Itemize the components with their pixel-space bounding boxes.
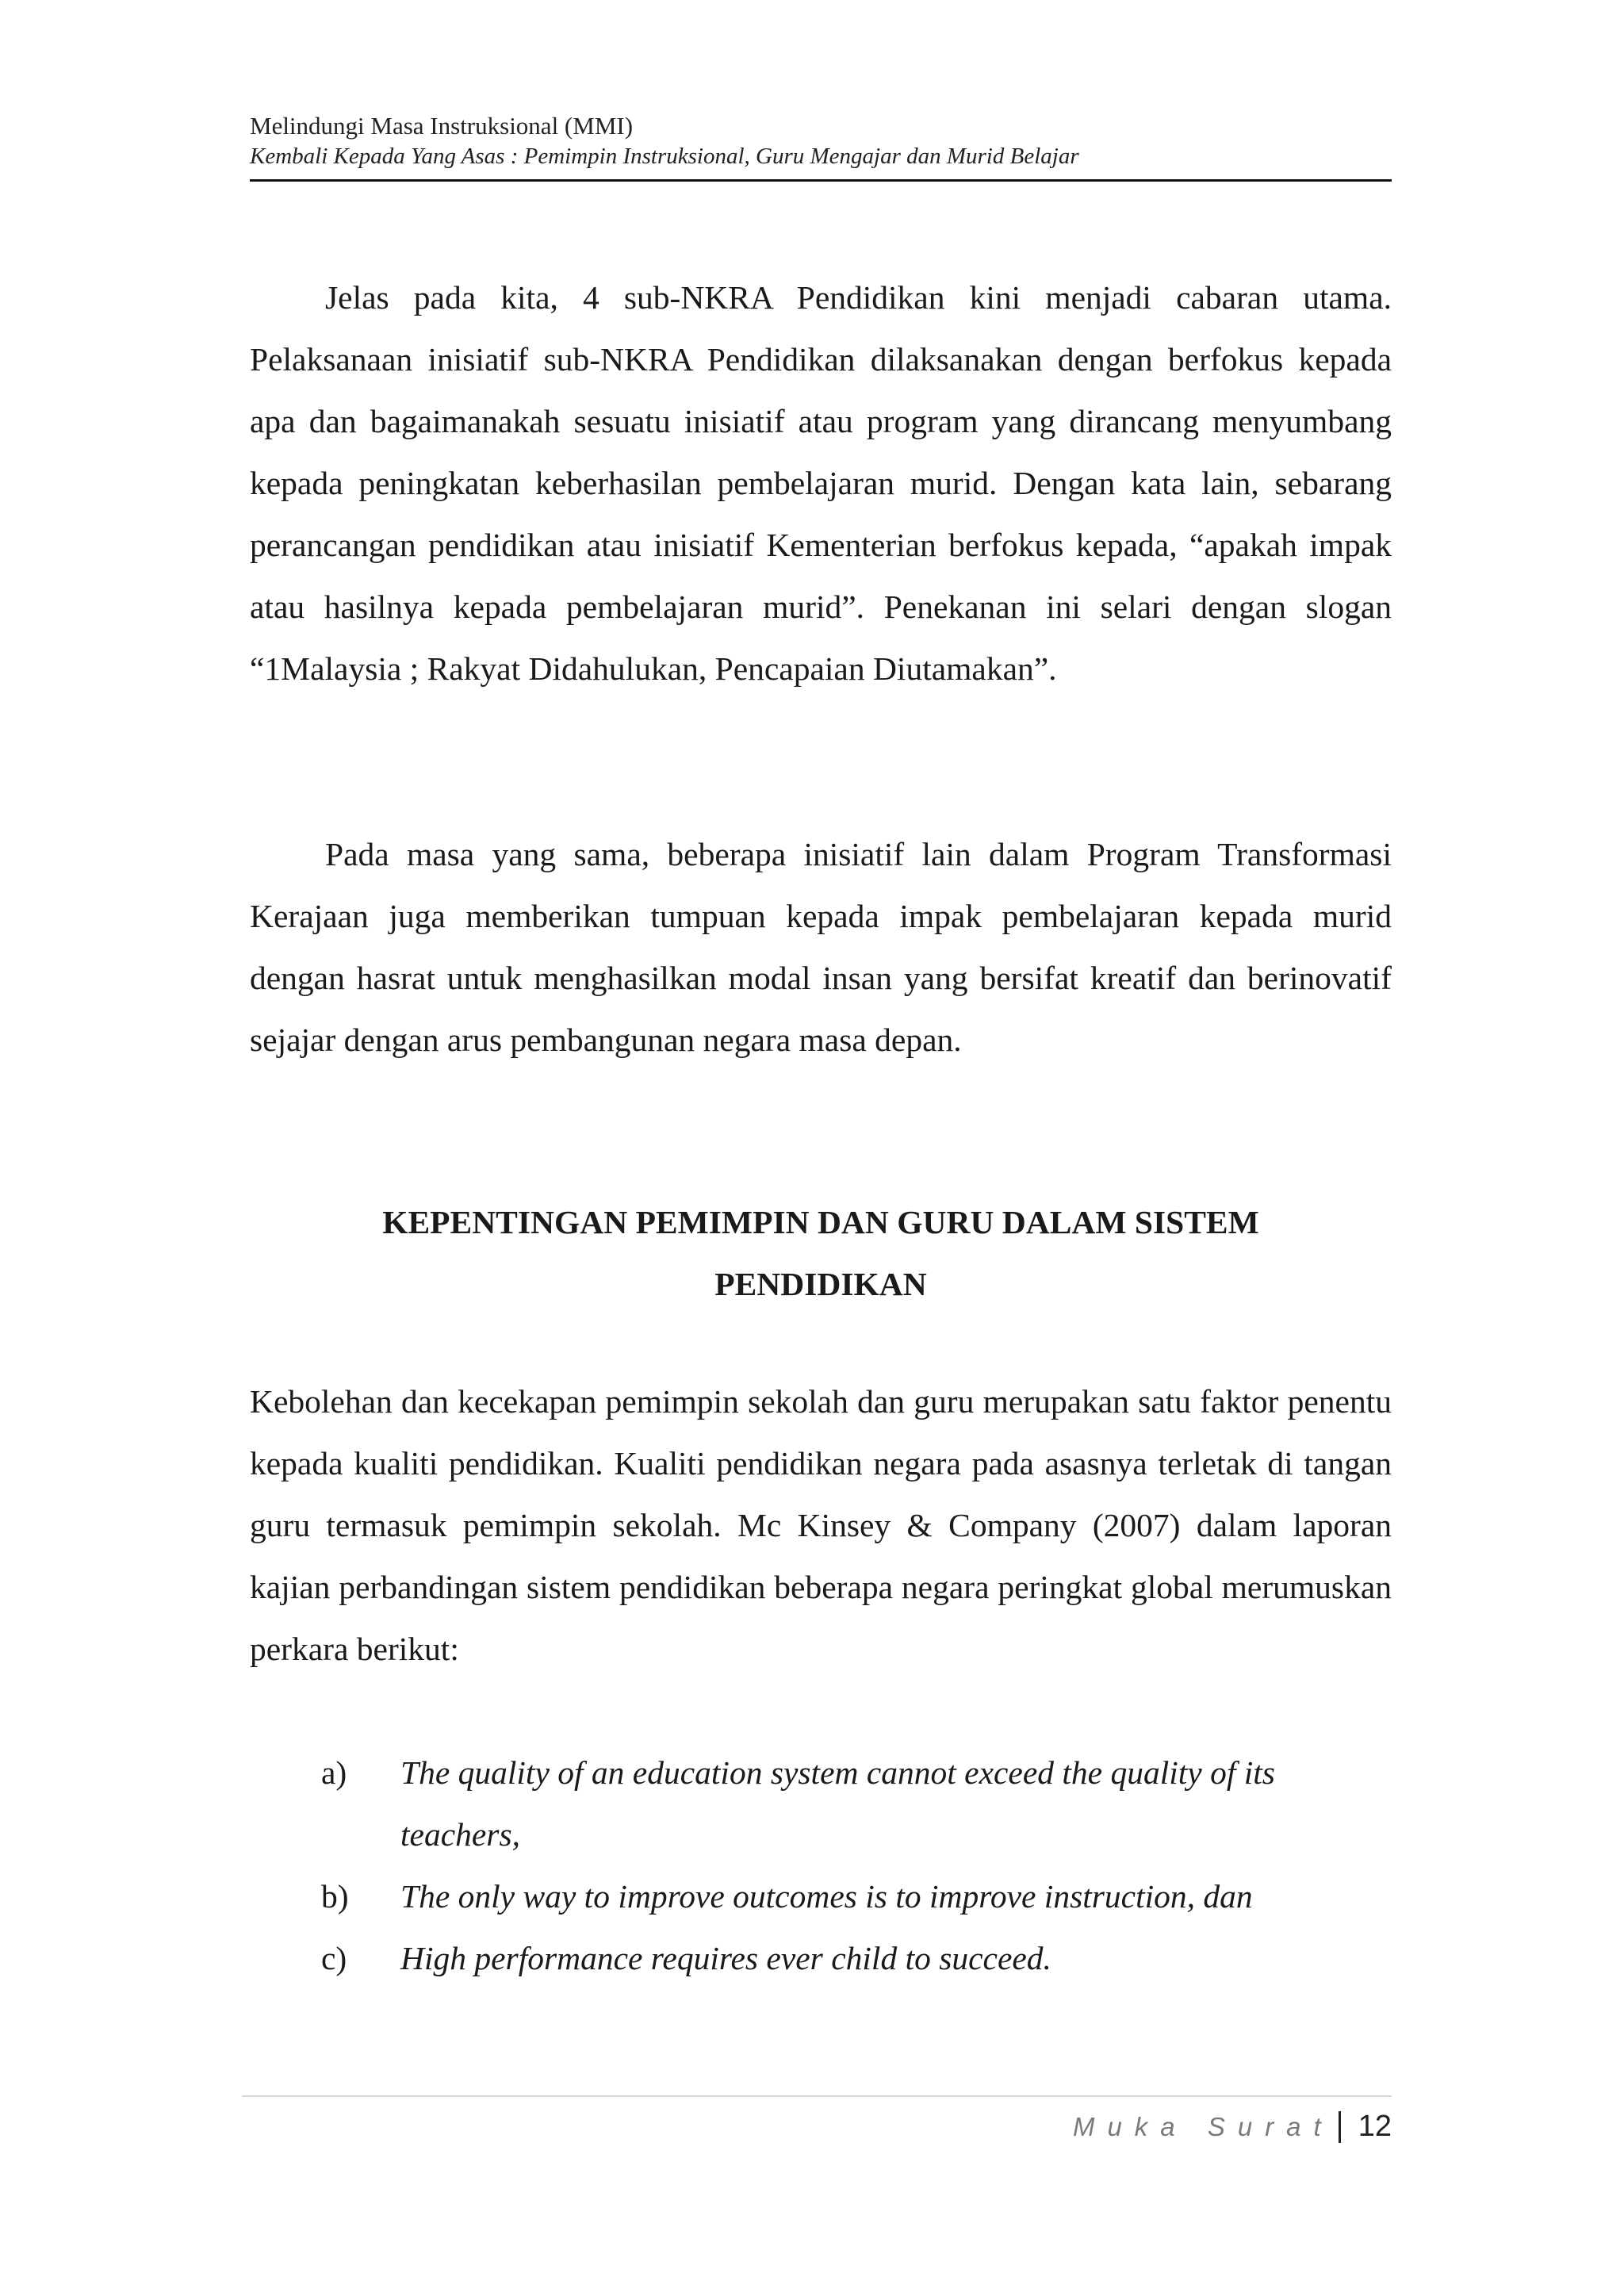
footer-divider: [242, 2095, 1392, 2097]
list-text: The quality of an education system cannot exceed the quality of its teachers,: [400, 1754, 1275, 1853]
paragraph-3: Kebolehan dan kecekapan pemimpin sekolah dan guru merupakan satu faktor penentu kepada kualiti pendidikan. Kualiti pendidikan negara pada asasnya terletak di tangan guru termasuk pemimpin sekolah. Mc Kinsey & Company (2007) dalam laporan kajian perbandingan sistem pendidikan beberapa negara peringkat global merumuskan perkara berikut:: [250, 1383, 1392, 1667]
header-divider: [250, 179, 1392, 182]
section-heading-line-1: KEPENTINGAN PEMIMPIN DAN GURU DALAM SISTEM: [382, 1204, 1259, 1240]
list-marker: b): [321, 1878, 349, 1915]
list-marker: a): [321, 1754, 347, 1791]
header-subtitle: Kembali Kepada Yang Asas : Pemimpin Instruksional, Guru Mengajar dan Murid Belajar: [250, 144, 1079, 169]
header-title: Melindungi Masa Instruksional (MMI): [250, 112, 634, 140]
list-marker: c): [321, 1940, 347, 1976]
footer-label: Muka Surat: [1072, 2111, 1334, 2141]
page-number: 12: [1358, 2110, 1392, 2143]
list-text: The only way to improve outcomes is to improve instruction, dan: [400, 1878, 1253, 1915]
list-item: [321, 1742, 1320, 1865]
section-heading-line-2: PENDIDIKAN: [714, 1266, 927, 1302]
running-header: [250, 111, 1392, 171]
list-item: [321, 1927, 1320, 1989]
page-footer: [1073, 2110, 1392, 2144]
list-item: [321, 1865, 1320, 1927]
footer-separator: [1339, 2111, 1341, 2143]
quote-list: [321, 1742, 1320, 1989]
list-text: High performance requires ever child to succeed.: [400, 1940, 1051, 1976]
section-heading: [250, 1191, 1392, 1315]
paragraph-1: Jelas pada kita, 4 sub-NKRA Pendidikan kini menjadi cabaran utama. Pelaksanaan inisiatif sub-NKRA Pendidikan dilaksanakan dengan berfokus kepada apa dan bagaimanakah sesuatu inisiatif atau program yang dirancang menyumbang kepada peningkatan keberhasilan pembelajaran murid. Dengan kata lain, sebarang perancangan pendidikan atau inisiatif Kementerian berfokus kepada, “apakah impak atau hasilnya kepada pembelajaran murid”. Penekanan ini selari dengan slogan “1Malaysia ; Rakyat Didahulukan, Pencapaian Diutamakan”.: [250, 279, 1392, 687]
paragraph-2: Pada masa yang sama, beberapa inisiatif lain dalam Program Transformasi Kerajaan juga memberikan tumpuan kepada impak pembelajaran kepada murid dengan hasrat untuk menghasilkan modal insan yang bersifat kreatif dan berinovatif sejajar dengan arus pembangunan negara masa depan.: [250, 836, 1392, 1058]
